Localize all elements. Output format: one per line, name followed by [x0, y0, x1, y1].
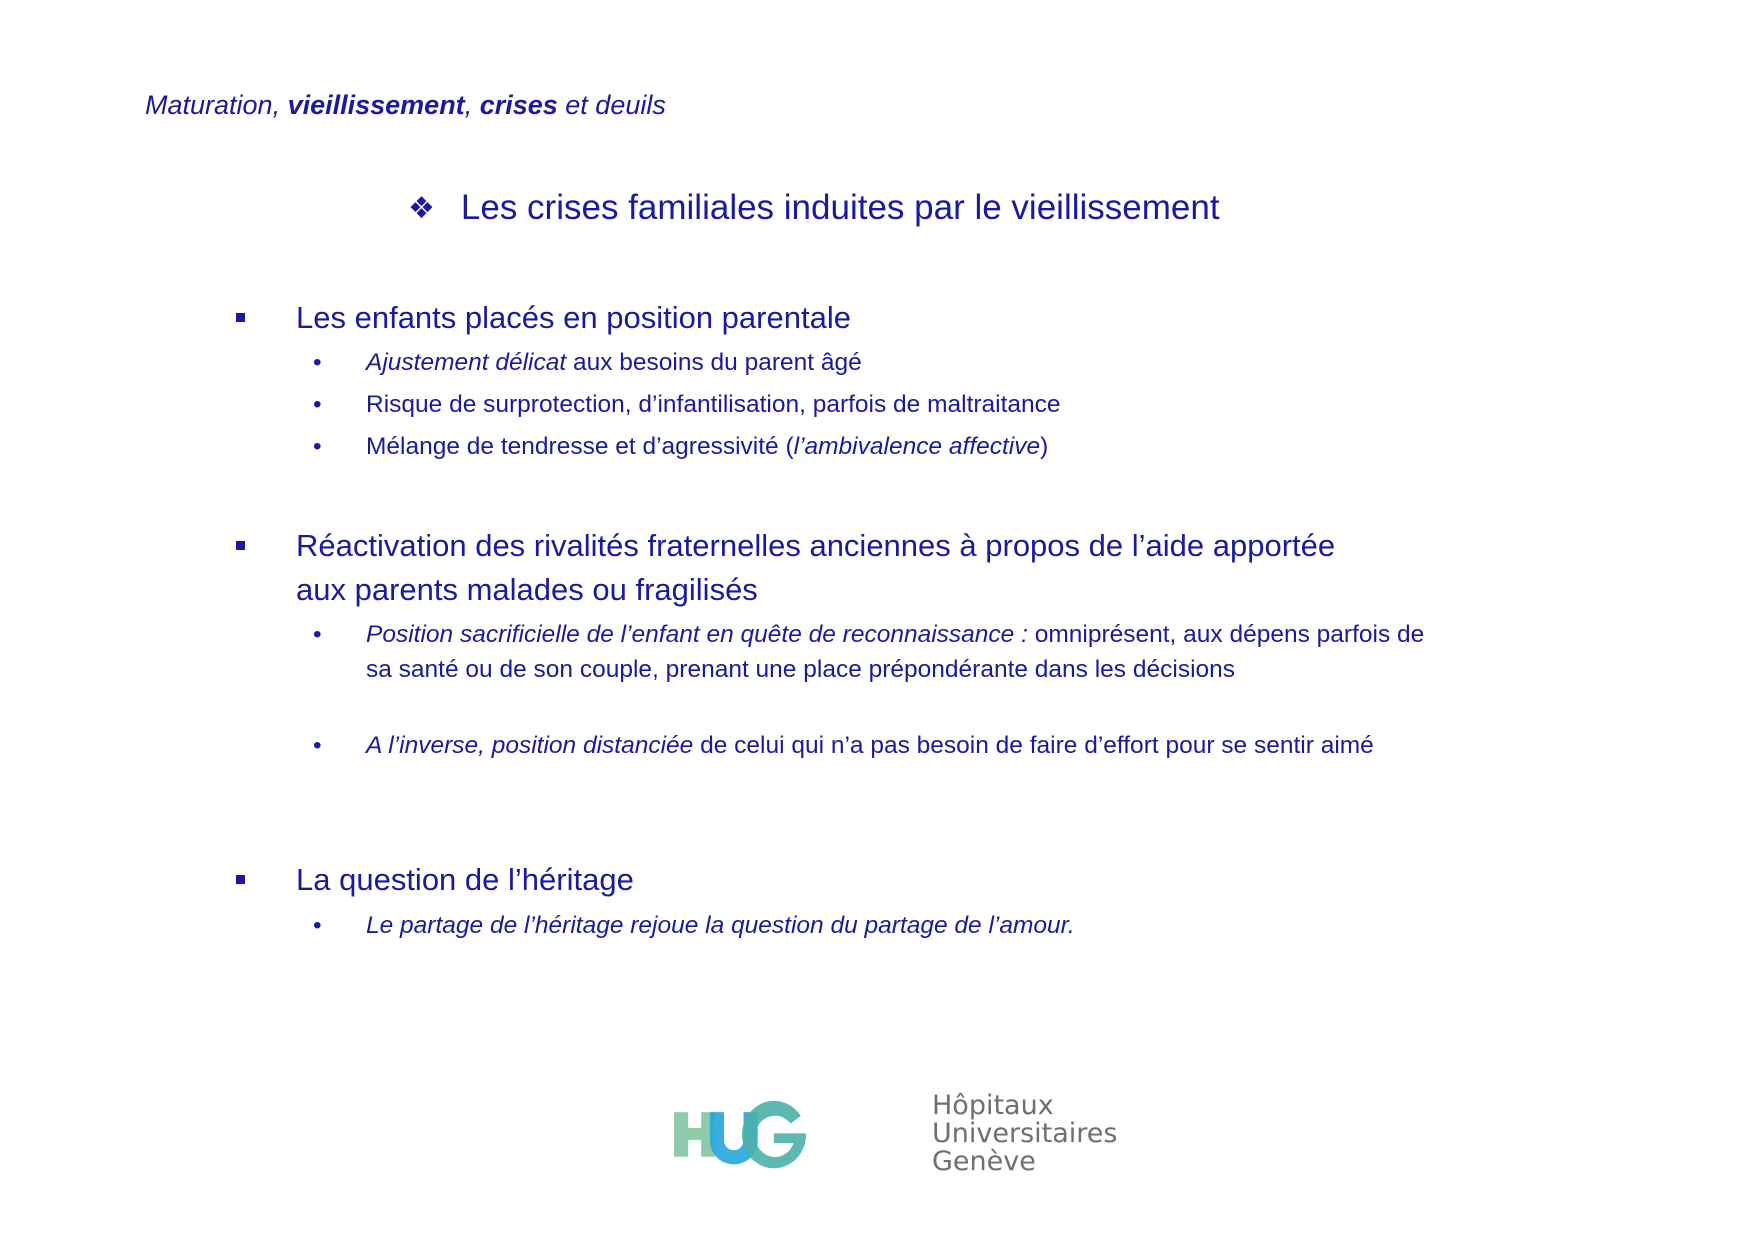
slide-title-text: Les crises familiales induites par le vieillissement: [460, 188, 1220, 227]
square-bullet-icon: [236, 541, 245, 550]
hospital-name: [932, 1092, 1117, 1176]
list-item-text: Risque de surprotection, d’infantilisation, parfois de maltraitance: [366, 391, 1061, 418]
list-item-italic: Ajustement délicat: [366, 349, 567, 376]
dot-bullet-icon: •: [313, 391, 322, 418]
section-heading-text: La question de l’héritage: [296, 862, 634, 897]
list-item-italic: A l’inverse, position distanciée: [366, 732, 694, 759]
slide-title: [408, 188, 1220, 228]
square-bullet-icon: [236, 875, 245, 884]
list-item-italic: Position sacrificielle de l’enfant en quête de reconnaissance :: [366, 621, 1028, 648]
hug-logo: [674, 1090, 924, 1180]
section-heading-text: aux parents malades ou fragilisés: [296, 572, 758, 607]
header-text-1: Maturation,: [145, 90, 288, 120]
square-bullet-icon: [236, 313, 245, 322]
list-item-text: aux besoins du parent âgé: [566, 349, 862, 376]
list-item-text: de celui qui n’a pas besoin de faire d’effort pour se sentir aimé: [693, 732, 1374, 759]
list-item-italic: Le partage de l’héritage rejoue la question du partage de l’amour.: [366, 912, 1075, 939]
dot-bullet-icon: •: [313, 732, 322, 759]
list-item-text: Mélange de tendresse et d’agressivité (: [366, 433, 794, 460]
dot-bullet-icon: •: [313, 433, 322, 460]
hospital-name-line1: Hôpitaux: [932, 1090, 1054, 1121]
hospital-name-line3: Genève: [932, 1146, 1036, 1177]
slide-header: [145, 90, 666, 121]
list-item-text: ): [1040, 433, 1049, 460]
hospital-name-line2: Universitaires: [932, 1118, 1118, 1149]
section-heading-text: Les enfants placés en position parentale: [296, 300, 851, 335]
header-text-5: et deuils: [557, 90, 666, 120]
header-text-4: crises: [479, 90, 558, 120]
dot-bullet-icon: •: [313, 621, 322, 648]
dot-bullet-icon: •: [313, 912, 322, 939]
dot-bullet-icon: •: [313, 349, 322, 376]
list-item-text: omniprésent, aux dépens parfois de sa santé ou de son couple, prenant une place prépondérante dans les décisions: [366, 621, 1425, 683]
diamond-bullet-icon: ❖: [408, 191, 435, 225]
header-text-2: vieillissement: [287, 90, 465, 120]
list-item-italic: l’ambivalence affective: [793, 433, 1041, 460]
header-text-3: ,: [464, 90, 480, 120]
section-heading-text: Réactivation des rivalités fraternelles anciennes à propos de l’aide apportée: [296, 528, 1336, 563]
